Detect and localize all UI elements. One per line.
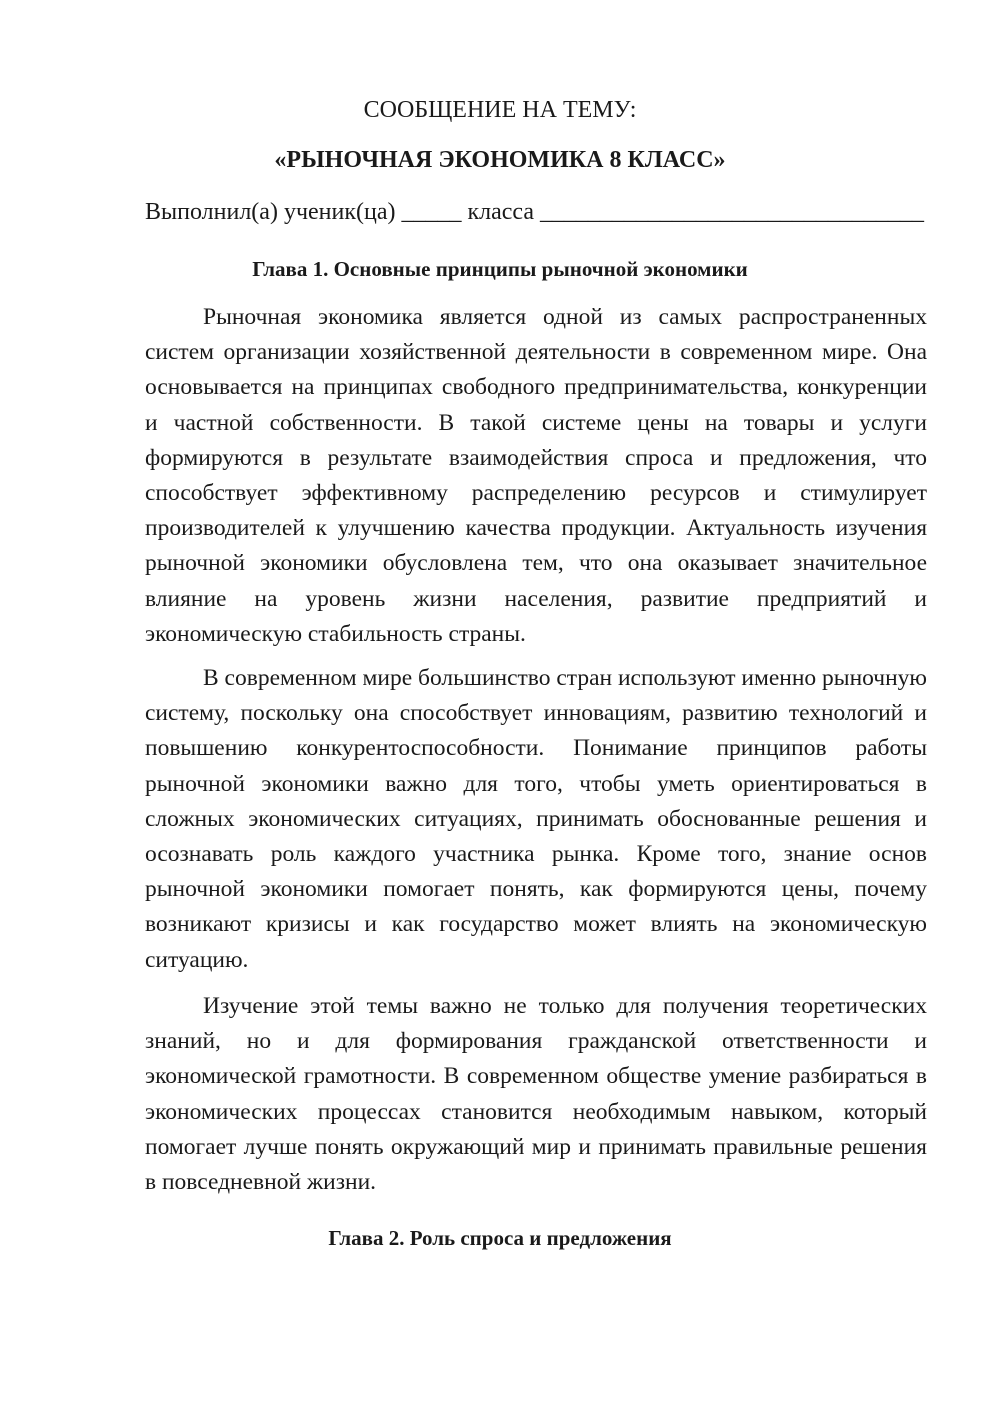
paragraph-3: Изучение этой темы важно не только для получения теоретических знаний, но и для формирования гражданской ответственности и экономической грамотности. В современном обществе умение разбираться в экономических процессах становится необходимым навыком, который помогает лучше понять окружающий мир и принимать правильные решения в повседневной жизни.	[145, 993, 927, 1196]
document-title-line-1: СООБЩЕНИЕ НА ТЕМУ:	[363, 97, 637, 123]
chapter-1-heading: Глава 1. Основные принципы рыночной экономики	[252, 257, 748, 281]
paragraph-2: В современном мире большинство стран используют именно рыночную систему, поскольку она способствует инновациям, развитию технологий и повышению конкурентоспособности. Понимание принципов работы рыночной экономики важно для того, чтобы уметь ориентироваться в сложных экономических ситуациях, принимать обоснованные решения и осознавать роль каждого участника рынка. Кроме того, знание основ рыночной экономики помогает понять, как формируются цены, почему возникают кризисы и как государство может влиять на экономическую ситуацию.	[145, 665, 927, 973]
paragraph-1: Рыночная экономика является одной из самых распространенных систем организации хозяйственной деятельности в современном мире. Она основывается на принципах свободного предпринимательства, конкуренции и частной собственности. В такой системе цены на товары и услуги формируются в результате взаимодействия спроса и предложения, что способствует эффективному распределению ресурсов и стимулирует производителей к улучшению качества продукции. Актуальность изучения рыночной экономики обусловлена тем, что она оказывает значительное влияние на уровень жизни населения, развитие предприятий и экономическую стабильность страны.	[145, 304, 927, 647]
author-line: Выполнил(а) ученик(ца) _____ класса ________________________________	[145, 199, 925, 225]
document-title-line-2: «РЫНОЧНАЯ ЭКОНОМИКА 8 КЛАСС»	[274, 147, 726, 173]
chapter-2-heading: Глава 2. Роль спроса и предложения	[328, 1226, 672, 1250]
